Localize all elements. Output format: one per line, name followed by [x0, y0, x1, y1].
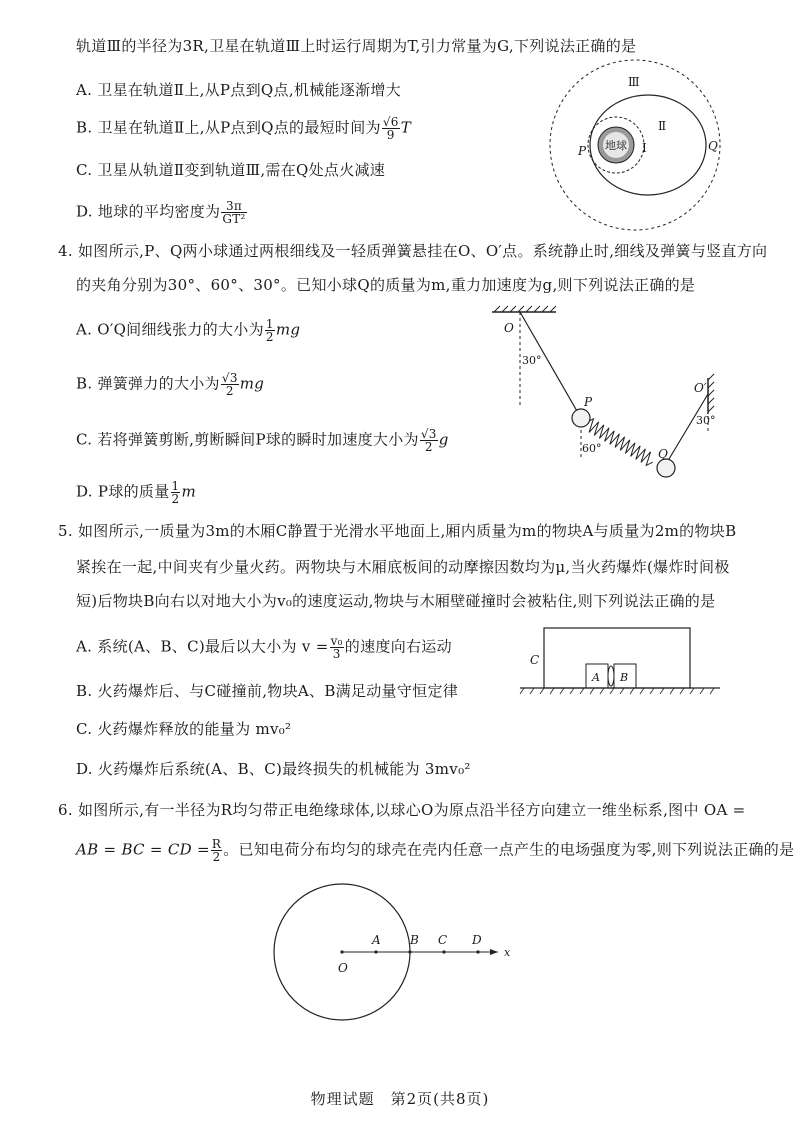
q4-line2: 的夹角分别为30°、60°、30°。已知小球Q的质量为m,重力加速度为g,则下列说法正确的是	[76, 276, 696, 294]
fraction: $\frac{R}{2}$	[211, 837, 222, 864]
page-footer: 物理试题 第2页(共8页)	[310, 1090, 490, 1108]
point-p-label: P	[578, 144, 587, 158]
q3-option-c: C. 卫星从轨道Ⅱ变到轨道Ⅲ,需在Q处点火减速	[76, 161, 386, 179]
q6-line1: 6. 如图所示,有一半径为R均匀带正电绝缘球体,以球心O为原点沿半径方向建立一维坐标系,图中 OA =	[58, 801, 746, 819]
label-b: B	[620, 671, 629, 684]
point-b: B	[410, 933, 419, 947]
q5-option-c: C. 火药爆炸释放的能量为 mv₀²	[76, 720, 292, 738]
sphere-diagram	[270, 880, 530, 1030]
angle-60-p: 60°	[582, 442, 602, 455]
ball-q	[657, 459, 675, 477]
orbit1-label: Ⅰ	[642, 141, 647, 155]
fraction: $\frac{√3}{2}$	[420, 427, 437, 454]
label-q: Q	[658, 447, 668, 461]
label-c: C	[530, 653, 540, 667]
q3-option-d: D. 地球的平均密度为 $\frac{3\pi}{\text{GT²}}$	[76, 199, 246, 226]
orbit-diagram	[540, 60, 740, 240]
box-diagram	[520, 620, 730, 710]
label-o2: O′	[694, 381, 707, 395]
q4-option-b: B. 弹簧弹力的大小为 $\frac{√3}{2}$ mg	[76, 371, 265, 398]
q3-option-a: A. 卫星在轨道Ⅱ上,从P点到Q点,机械能逐渐增大	[76, 81, 401, 99]
label-a: A	[592, 671, 600, 684]
angle-30-o: 30°	[522, 354, 542, 367]
label-p: P	[584, 395, 593, 409]
ball-p	[572, 409, 590, 427]
point-q-label: Q	[708, 139, 718, 153]
earth-label: 地球	[605, 139, 627, 152]
fraction: $\frac{3\pi}{\text{GT²}}$	[222, 199, 246, 226]
point-d: D	[472, 933, 482, 947]
q5-line3: 短)后物块B向右以对地大小为v₀的速度运动,物块与木厢壁碰撞时会被粘住,则下列说法正确的是	[76, 592, 716, 610]
q4-option-c: C. 若将弹簧剪断,剪断瞬间P球的瞬时加速度大小为 $\frac{√3}{2}$ g	[76, 427, 449, 454]
q3-option-b: B. 卫星在轨道Ⅱ上,从P点到Q点的最短时间为 $\frac{√6}{9}$ T	[76, 115, 412, 142]
fraction: $\frac{1}{2}$	[265, 317, 274, 344]
orbit3-label: Ⅲ	[628, 75, 640, 89]
q5-option-b: B. 火药爆炸后、与C碰撞前,物块A、B满足动量守恒定律	[76, 682, 459, 700]
q3-stem: 轨道Ⅲ的半径为3R,卫星在轨道Ⅲ上时运行周期为T,引力常量为G,下列说法正确的是	[76, 37, 637, 55]
angle-30-o2: 30°	[696, 414, 716, 427]
string-o2q	[666, 394, 708, 464]
q5-option-d: D. 火药爆炸后系统(A、B、C)最终损失的机械能为 3mv₀²	[76, 760, 471, 778]
orbit2-label: Ⅱ	[658, 119, 667, 133]
q4-line1: 4. 如图所示,P、Q两小球通过两根细线及一轻质弹簧悬挂在O、O′点。系统静止时,细线及弹簧与竖直方向	[58, 242, 768, 260]
fraction: $\frac{√6}{9}$	[382, 115, 399, 142]
q5-option-a: A. 系统(A、B、C)最后以大小为 v = $\frac{\text{v₀}}{3}$ 的速度向右运动	[76, 634, 452, 661]
point-c: C	[438, 933, 448, 947]
q5-line1: 5. 如图所示,一质量为3m的木厢C静置于光滑水平地面上,厢内质量为m的物块A与质量为2m的物块B	[58, 522, 737, 540]
q4-option-a: A. O′Q间细线张力的大小为 $\frac{1}{2}$ mg	[76, 317, 301, 344]
point-a: A	[372, 933, 381, 947]
crate-c	[544, 628, 690, 688]
axis-x-label: x	[504, 946, 511, 959]
label-o: O	[504, 321, 514, 335]
q6-line2: AB = BC = CD = $\frac{R}{2}$ 。已知电荷分布均匀的球壳在壳内任意一点产生的电场强度为零,则下列说法正确的是	[76, 837, 795, 864]
point-o: O	[338, 961, 348, 975]
fraction: $\frac{\text{v₀}}{3}$	[330, 634, 343, 661]
spring-diagram	[490, 308, 730, 488]
q5-line2: 紧挨在一起,中间夹有少量火药。两物块与木厢底板间的动摩擦因数均为μ,当火药爆炸(爆炸时间极	[76, 558, 730, 576]
fraction: $\frac{√3}{2}$	[221, 371, 238, 398]
fraction: $\frac{1}{2}$	[171, 479, 180, 506]
q4-option-d: D. P球的质量 $\frac{1}{2}$ m	[76, 479, 196, 506]
